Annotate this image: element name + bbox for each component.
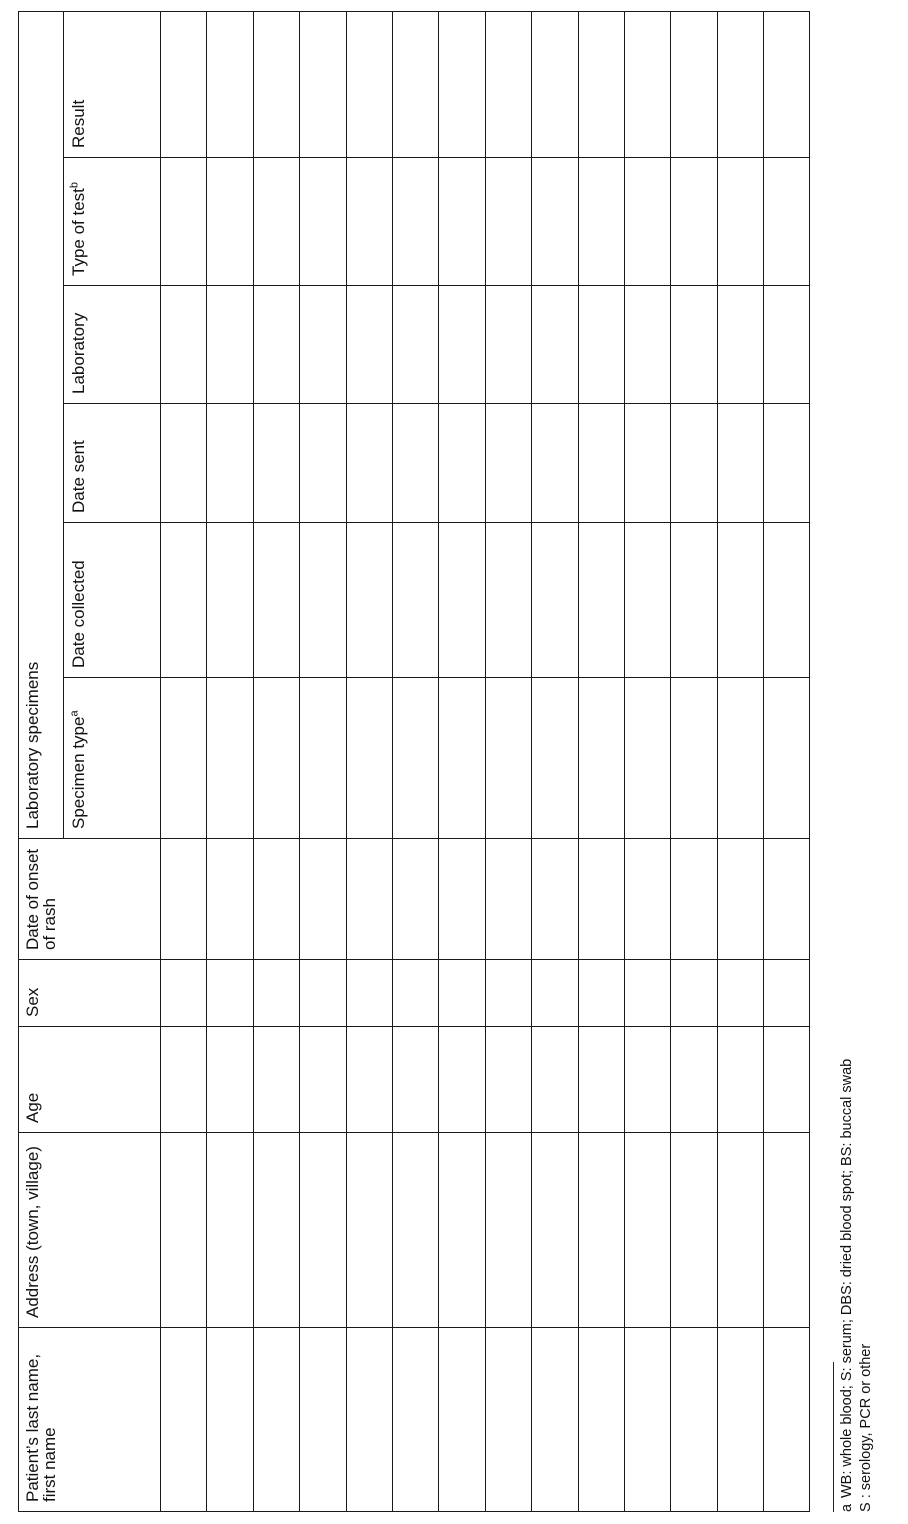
- table-cell[interactable]: [671, 11, 717, 157]
- table-cell[interactable]: [485, 11, 531, 157]
- table-cell[interactable]: [253, 404, 299, 523]
- header-type-of-test: Type of test$^b$: [64, 158, 161, 286]
- table-cell[interactable]: [717, 11, 763, 157]
- table-cell[interactable]: [624, 11, 670, 157]
- header-address: Address (town, village): [19, 1133, 161, 1328]
- table-cell[interactable]: [300, 158, 346, 286]
- table-cell[interactable]: [485, 839, 531, 960]
- table-cell[interactable]: [578, 158, 624, 286]
- table-cell[interactable]: [207, 404, 253, 523]
- table-cell[interactable]: [161, 286, 207, 404]
- table-cell[interactable]: [300, 11, 346, 157]
- table-cell[interactable]: [346, 839, 392, 960]
- table-cell[interactable]: [161, 839, 207, 960]
- table-cell[interactable]: [346, 1133, 392, 1328]
- table-cell[interactable]: [207, 678, 253, 839]
- table-cell[interactable]: [671, 1133, 717, 1328]
- footnote-b: S : serology, PCR or other: [858, 1343, 874, 1512]
- table-cell[interactable]: [671, 286, 717, 404]
- table-cell[interactable]: [764, 678, 810, 839]
- table-cell[interactable]: [392, 839, 438, 960]
- header-specimen-type: Specimen type$^a$: [64, 678, 161, 839]
- table-cell[interactable]: [346, 286, 392, 404]
- table-cell[interactable]: [485, 158, 531, 286]
- table-cell[interactable]: [253, 678, 299, 839]
- table-cell[interactable]: [624, 1133, 670, 1328]
- table-cell[interactable]: [346, 1328, 392, 1512]
- table-cell[interactable]: [671, 960, 717, 1027]
- table-cell[interactable]: [253, 839, 299, 960]
- table-cell[interactable]: [624, 960, 670, 1027]
- table-cell[interactable]: [671, 523, 717, 678]
- table-cell[interactable]: [532, 523, 578, 678]
- table-row: [392, 11, 438, 1511]
- table-cell[interactable]: [485, 1328, 531, 1512]
- table-cell[interactable]: [161, 404, 207, 523]
- table-cell[interactable]: [300, 286, 346, 404]
- table-cell[interactable]: [439, 678, 485, 839]
- table-cell[interactable]: [439, 158, 485, 286]
- table-cell[interactable]: [207, 839, 253, 960]
- table-row: [532, 11, 578, 1511]
- table-row: [346, 11, 392, 1511]
- table-cell[interactable]: [346, 523, 392, 678]
- table-cell[interactable]: [392, 523, 438, 678]
- table-cell[interactable]: [207, 1328, 253, 1512]
- table-cell[interactable]: [764, 1133, 810, 1328]
- table-cell[interactable]: [392, 1027, 438, 1133]
- table-cell[interactable]: [764, 1027, 810, 1133]
- table-cell[interactable]: [207, 158, 253, 286]
- table-cell[interactable]: [717, 286, 763, 404]
- table-cell[interactable]: [624, 1027, 670, 1133]
- table-cell[interactable]: [253, 523, 299, 678]
- table-cell[interactable]: [578, 286, 624, 404]
- table-cell[interactable]: [207, 1027, 253, 1133]
- table-cell[interactable]: [392, 1328, 438, 1512]
- table-cell[interactable]: [764, 404, 810, 523]
- table-cell[interactable]: [624, 678, 670, 839]
- footnote-b-marker: b: [68, 181, 81, 189]
- table-cell[interactable]: [578, 839, 624, 960]
- table-row: [439, 11, 485, 1511]
- table-cell[interactable]: [578, 1133, 624, 1328]
- table-cell[interactable]: [532, 158, 578, 286]
- table-cell[interactable]: [717, 1328, 763, 1512]
- table-cell[interactable]: [346, 960, 392, 1027]
- table-cell[interactable]: [578, 11, 624, 157]
- table-cell[interactable]: [346, 11, 392, 157]
- table-cell[interactable]: [253, 1328, 299, 1512]
- table-cell[interactable]: [485, 1133, 531, 1328]
- table-cell[interactable]: [717, 1133, 763, 1328]
- table-cell[interactable]: [300, 523, 346, 678]
- table-cell[interactable]: [207, 1133, 253, 1328]
- table-cell[interactable]: [671, 839, 717, 960]
- table-cell[interactable]: [717, 158, 763, 286]
- table-cell[interactable]: [253, 158, 299, 286]
- table-cell[interactable]: [717, 404, 763, 523]
- header-laboratory-specimens: Laboratory specimens: [19, 11, 64, 838]
- table-cell[interactable]: [532, 1133, 578, 1328]
- table-cell[interactable]: [578, 960, 624, 1027]
- table-cell[interactable]: [671, 404, 717, 523]
- table-cell[interactable]: [485, 960, 531, 1027]
- table-cell[interactable]: [392, 678, 438, 839]
- table-cell[interactable]: [207, 11, 253, 157]
- table-row: [764, 11, 810, 1511]
- table-cell[interactable]: [578, 1027, 624, 1133]
- table-cell[interactable]: [485, 1027, 531, 1133]
- table-cell[interactable]: [392, 11, 438, 157]
- table-cell[interactable]: [624, 286, 670, 404]
- table-cell[interactable]: [439, 1133, 485, 1328]
- table-cell[interactable]: [764, 1328, 810, 1512]
- table-cell[interactable]: [392, 286, 438, 404]
- table-cell[interactable]: [717, 1027, 763, 1133]
- table-cell[interactable]: [161, 1027, 207, 1133]
- table-cell[interactable]: [764, 839, 810, 960]
- table-cell[interactable]: [532, 11, 578, 157]
- table-cell[interactable]: [624, 1328, 670, 1512]
- table-cell[interactable]: [671, 1027, 717, 1133]
- table-cell[interactable]: [161, 960, 207, 1027]
- table-cell[interactable]: [392, 960, 438, 1027]
- table-cell[interactable]: [717, 839, 763, 960]
- table-row: [624, 11, 670, 1511]
- table-cell[interactable]: [764, 286, 810, 404]
- table-cell[interactable]: [346, 158, 392, 286]
- header-sex: Sex: [19, 960, 161, 1027]
- table-cell[interactable]: [764, 523, 810, 678]
- table-cell[interactable]: [300, 839, 346, 960]
- table-row: [671, 11, 717, 1511]
- header-date-collected: Date collected: [64, 523, 161, 678]
- table-cell[interactable]: [300, 1133, 346, 1328]
- table-row: [578, 11, 624, 1511]
- table-cell[interactable]: [624, 523, 670, 678]
- laboratory-specimen-log-table: [18, 11, 810, 1512]
- footnote-a-marker: a: [68, 710, 81, 717]
- table-cell[interactable]: [532, 1027, 578, 1133]
- table-cell[interactable]: [624, 839, 670, 960]
- table-cell[interactable]: [439, 1027, 485, 1133]
- header-date-sent: Date sent: [64, 404, 161, 523]
- table-cell[interactable]: [439, 11, 485, 157]
- table-cell[interactable]: [717, 523, 763, 678]
- table-cell[interactable]: [624, 404, 670, 523]
- table-cell[interactable]: [764, 11, 810, 157]
- table-cell[interactable]: [392, 1133, 438, 1328]
- table-cell[interactable]: [532, 960, 578, 1027]
- table-row: [300, 11, 346, 1511]
- table-row: [253, 11, 299, 1511]
- table-cell[interactable]: [161, 158, 207, 286]
- table-cell[interactable]: [207, 960, 253, 1027]
- table-body: [161, 11, 810, 1511]
- table-cell[interactable]: [485, 678, 531, 839]
- table-cell[interactable]: [532, 678, 578, 839]
- table-cell[interactable]: [439, 286, 485, 404]
- table-row: [207, 11, 253, 1511]
- table-cell[interactable]: [161, 11, 207, 157]
- table-row: [485, 11, 531, 1511]
- table-cell[interactable]: [439, 523, 485, 678]
- table-cell[interactable]: [578, 404, 624, 523]
- table-cell[interactable]: [485, 404, 531, 523]
- table-cell[interactable]: [207, 523, 253, 678]
- table-cell[interactable]: [300, 960, 346, 1027]
- footnotes: [833, 1059, 876, 1512]
- header-laboratory: Laboratory: [64, 286, 161, 404]
- table-cell[interactable]: [346, 404, 392, 523]
- table-row: [161, 11, 207, 1511]
- table-cell[interactable]: [532, 839, 578, 960]
- table-cell[interactable]: [578, 1328, 624, 1512]
- table-cell[interactable]: [300, 404, 346, 523]
- table-cell[interactable]: [764, 158, 810, 286]
- table-cell[interactable]: [300, 1027, 346, 1133]
- table-cell[interactable]: [532, 286, 578, 404]
- table-cell[interactable]: [439, 960, 485, 1027]
- table-cell[interactable]: [717, 960, 763, 1027]
- table-cell[interactable]: [253, 286, 299, 404]
- table-cell[interactable]: [253, 1027, 299, 1133]
- table-cell[interactable]: [300, 1328, 346, 1512]
- table-cell[interactable]: [346, 1027, 392, 1133]
- table-cell[interactable]: [300, 678, 346, 839]
- header-age: Age: [19, 1027, 161, 1133]
- header-patient-name: Patient’s last name, first name: [19, 1328, 161, 1512]
- table-cell[interactable]: [485, 523, 531, 678]
- table-cell[interactable]: [671, 678, 717, 839]
- table-cell[interactable]: [717, 678, 763, 839]
- table-cell[interactable]: [346, 678, 392, 839]
- table-cell[interactable]: [207, 286, 253, 404]
- table-cell[interactable]: [439, 839, 485, 960]
- table-cell[interactable]: [253, 1133, 299, 1328]
- table-cell[interactable]: [578, 523, 624, 678]
- footnote-a: aWB: whole blood; S: serum; DBS: dried blood spot; BS: buccal swab: [839, 1058, 855, 1512]
- table-cell[interactable]: [578, 678, 624, 839]
- table-cell[interactable]: [485, 286, 531, 404]
- table-cell[interactable]: [161, 1133, 207, 1328]
- table-cell[interactable]: [439, 1328, 485, 1512]
- table-cell[interactable]: [624, 158, 670, 286]
- table-cell[interactable]: [161, 523, 207, 678]
- table-cell[interactable]: [439, 404, 485, 523]
- table-cell[interactable]: [532, 1328, 578, 1512]
- table-cell[interactable]: [253, 11, 299, 157]
- table-cell[interactable]: [392, 404, 438, 523]
- header-result: Result: [64, 11, 161, 157]
- table-cell[interactable]: [161, 1328, 207, 1512]
- table-cell[interactable]: [671, 1328, 717, 1512]
- table-cell[interactable]: [671, 158, 717, 286]
- footnote-divider: [833, 1362, 834, 1512]
- header-date-of-onset: Date of onset of rash: [19, 839, 161, 960]
- table-cell[interactable]: [392, 158, 438, 286]
- table-row: [717, 11, 763, 1511]
- table-cell[interactable]: [161, 678, 207, 839]
- table-cell[interactable]: [764, 960, 810, 1027]
- table-cell[interactable]: [532, 404, 578, 523]
- table-cell[interactable]: [253, 960, 299, 1027]
